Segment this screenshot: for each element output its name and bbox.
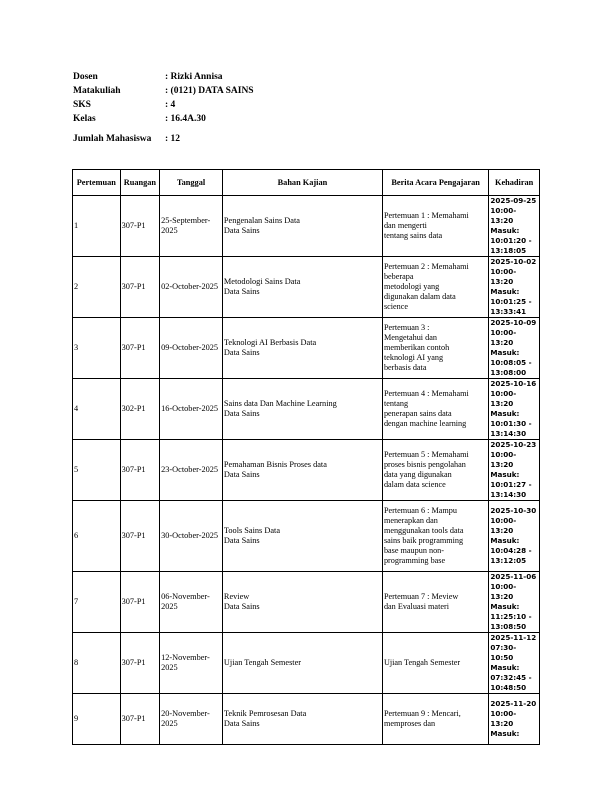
- attendance-cell-line: 07:32:45 -: [490, 673, 532, 682]
- attendance-cell-line: 2025-10-23: [490, 440, 537, 449]
- attendance-cell: [489, 318, 540, 379]
- attendance-cell-line: 10:01:30 -: [490, 419, 532, 428]
- topic-cell: [222, 257, 382, 318]
- teaching-report-cell: [382, 501, 488, 572]
- attendance-cell-line: 10:00-13:20: [490, 582, 517, 601]
- attendance-cell-line: 13:08:50: [490, 622, 527, 631]
- attendance-cell-line: 10:00-13:20: [490, 389, 517, 408]
- date-cell: 23-October-2025: [160, 440, 223, 501]
- topic-cell-line: Data Sains: [223, 409, 260, 418]
- room-cell: 307-P1: [120, 572, 160, 633]
- teaching-report-cell-line: Pertemuan 6 : Mampu: [383, 506, 457, 515]
- topic-cell: [222, 501, 382, 572]
- info-value: : Rizki Annisa: [165, 72, 223, 82]
- attendance-cell-line: Masuk:: [490, 663, 520, 672]
- attendance-cell-line: 10:00-13:20: [490, 206, 517, 225]
- attendance-cell-line: 10:04:28 -: [490, 546, 532, 555]
- info-row-students: [73, 126, 254, 152]
- topic-cell-line: Data Sains: [223, 719, 260, 728]
- info-value: : 4: [165, 100, 176, 110]
- info-label: Kelas: [73, 114, 96, 124]
- topic-cell-line: Data Sains: [223, 226, 260, 235]
- topic-cell: [222, 633, 382, 694]
- teaching-report-cell-line: Mengetahui dan: [383, 333, 437, 342]
- attendance-cell-line: 13:14:30: [490, 490, 527, 499]
- room-cell: 307-P1: [120, 257, 160, 318]
- meeting-number: 5: [73, 440, 121, 501]
- table-row: [73, 318, 540, 379]
- column-header-meeting: Pertemuan: [73, 170, 121, 196]
- topic-cell-line: Teknik Pemrosesan Data: [223, 709, 307, 718]
- room-cell: 302-P1: [120, 379, 160, 440]
- info-row-class: [73, 112, 254, 126]
- attendance-cell-line: 13:12:05: [490, 556, 527, 565]
- attendance-cell-line: 2025-11-12: [490, 633, 537, 642]
- teaching-report-cell: [382, 318, 488, 379]
- attendance-cell: [489, 379, 540, 440]
- teaching-report-cell-line: memproses dan: [383, 719, 436, 728]
- teaching-report-cell-line: metodologi yang: [383, 282, 440, 291]
- meeting-number: 6: [73, 501, 121, 572]
- teaching-report-cell-line: penerapan sains data: [383, 409, 452, 418]
- teaching-report-cell-line: dalam data science: [383, 480, 446, 489]
- meeting-number: 7: [73, 572, 121, 633]
- attendance-cell-line: 13:08:00: [490, 368, 527, 377]
- date-cell: 25-September-2025: [160, 196, 223, 257]
- room-cell: 307-P1: [120, 501, 160, 572]
- teaching-report-cell-line: Ujian Tengah Semester: [383, 658, 461, 667]
- topic-cell-line: Data Sains: [223, 602, 260, 611]
- room-cell: 307-P1: [120, 694, 160, 745]
- attendance-table: [72, 169, 540, 745]
- table-row: [73, 379, 540, 440]
- teaching-report-cell: [382, 572, 488, 633]
- topic-cell-line: Data Sains: [223, 348, 260, 357]
- topic-cell: [222, 572, 382, 633]
- info-value: : 12: [165, 134, 181, 144]
- column-header-date: Tanggal: [160, 170, 223, 196]
- attendance-cell-line: Masuk:: [490, 729, 520, 738]
- attendance-cell-line: 10:00-13:20: [490, 328, 517, 347]
- info-label: Matakuliah: [73, 86, 121, 96]
- attendance-cell-line: 2025-11-20: [490, 699, 537, 708]
- info-row-lecturer: [73, 70, 254, 84]
- attendance-cell-line: 2025-10-30: [490, 506, 537, 515]
- table-row: [73, 257, 540, 318]
- attendance-cell-line: 10:01:20 -: [490, 236, 532, 245]
- attendance-cell: [489, 694, 540, 745]
- attendance-cell-line: 10:00-13:20: [490, 709, 517, 728]
- teaching-report-cell-line: programming base: [383, 556, 446, 565]
- topic-cell: [222, 196, 382, 257]
- teaching-report-cell-line: sains baik programming: [383, 536, 464, 545]
- attendance-cell-line: 2025-10-02: [490, 257, 537, 266]
- info-value: : (0121) DATA SAINS: [165, 86, 254, 96]
- teaching-report-cell: [382, 440, 488, 501]
- teaching-report-cell-line: Pertemuan 3 :: [383, 323, 430, 332]
- room-cell: 307-P1: [120, 633, 160, 694]
- teaching-report-cell-line: tentang: [383, 399, 409, 408]
- teaching-report-cell-line: dan mengerti: [383, 221, 427, 230]
- teaching-report-cell-line: tentang sains data: [383, 231, 443, 240]
- attendance-cell-line: 10:01:27 -: [490, 480, 532, 489]
- room-cell: 307-P1: [120, 318, 160, 379]
- attendance-cell-line: 13:33:41: [490, 307, 527, 316]
- info-row-course: [73, 84, 254, 98]
- room-cell: 307-P1: [120, 440, 160, 501]
- attendance-cell-line: 10:48:50: [490, 683, 527, 692]
- topic-cell-line: Pemahaman Bisnis Proses data: [223, 460, 327, 469]
- attendance-cell-line: Masuk:: [490, 287, 520, 296]
- topic-cell-line: Teknologi AI Berbasis Data: [223, 338, 317, 347]
- topic-cell-line: Pengenalan Sains Data: [223, 216, 300, 225]
- meeting-number: 3: [73, 318, 121, 379]
- attendance-cell-line: Masuk:: [490, 536, 520, 545]
- room-cell: 307-P1: [120, 196, 160, 257]
- table-row: [73, 501, 540, 572]
- attendance-cell-line: Masuk:: [490, 348, 520, 357]
- info-label: Jumlah Mahasiswa: [73, 134, 152, 144]
- teaching-report-cell-line: Pertemuan 7 : Meview: [383, 592, 459, 601]
- table-row: [73, 196, 540, 257]
- date-cell: 09-October-2025: [160, 318, 223, 379]
- topic-cell: [222, 379, 382, 440]
- teaching-report-cell-line: Pertemuan 2 : Memahami: [383, 262, 469, 271]
- meeting-number: 4: [73, 379, 121, 440]
- date-cell: 12-November-2025: [160, 633, 223, 694]
- teaching-report-cell-line: memberikan contoh: [383, 343, 450, 352]
- topic-cell-line: Data Sains: [223, 287, 260, 296]
- meeting-number: 8: [73, 633, 121, 694]
- attendance-cell-line: 2025-11-06: [490, 572, 537, 581]
- attendance-cell-line: Masuk:: [490, 226, 520, 235]
- table-row: [73, 633, 540, 694]
- teaching-report-cell: [382, 633, 488, 694]
- teaching-report-cell-line: base maupun non-: [383, 546, 444, 555]
- attendance-cell-line: 10:08:05 -: [490, 358, 532, 367]
- attendance-cell-line: 10:01:25 -: [490, 297, 532, 306]
- topic-cell: [222, 318, 382, 379]
- info-label: Dosen: [73, 72, 98, 82]
- teaching-report-cell-line: proses bisnis pengolahan: [383, 460, 466, 469]
- attendance-cell-line: 2025-10-09: [490, 318, 537, 327]
- attendance-cell-line: 10:00-13:20: [490, 516, 517, 535]
- attendance-cell-line: 13:18:05: [490, 246, 527, 255]
- table-row: [73, 694, 540, 745]
- column-header-teaching-report: Berita Acara Pengajaran: [382, 170, 488, 196]
- teaching-report-cell-line: menerapkan dan: [383, 516, 438, 525]
- teaching-report-cell-line: digunakan dalam data: [383, 292, 456, 301]
- attendance-cell-line: 2025-10-16: [490, 379, 537, 388]
- column-header-attendance: Kehadiran: [489, 170, 540, 196]
- topic-cell: [222, 440, 382, 501]
- teaching-report-cell-line: dengan machine learning: [383, 419, 467, 428]
- topic-cell-line: Data Sains: [223, 536, 260, 545]
- teaching-report-cell-line: Pertemuan 9 : Mencari,: [383, 709, 461, 718]
- attendance-cell: [489, 633, 540, 694]
- table-body: [73, 196, 540, 745]
- attendance-cell-line: Masuk:: [490, 470, 520, 479]
- attendance-cell: [489, 196, 540, 257]
- column-header-topic: Bahan Kajian: [222, 170, 382, 196]
- info-row-credits: [73, 98, 254, 112]
- date-cell: 20-November-2025: [160, 694, 223, 745]
- attendance-cell-line: Masuk:: [490, 409, 520, 418]
- attendance-cell: [489, 572, 540, 633]
- topic-cell: [222, 694, 382, 745]
- course-info: [73, 70, 254, 152]
- info-value: : 16.4A.30: [165, 114, 206, 124]
- teaching-report-cell-line: dan Evaluasi materi: [383, 602, 449, 611]
- date-cell: 16-October-2025: [160, 379, 223, 440]
- teaching-report-cell-line: data yang digunakan: [383, 470, 452, 479]
- table-row: [73, 440, 540, 501]
- teaching-report-cell-line: Pertemuan 1 : Memahami: [383, 211, 469, 220]
- teaching-report-cell-line: beberapa: [383, 272, 414, 281]
- date-cell: 06-November-2025: [160, 572, 223, 633]
- attendance-cell-line: 10:00-13:20: [490, 450, 517, 469]
- teaching-report-cell-line: menggunakan tools data: [383, 526, 464, 535]
- attendance-cell-line: 2025-09-25: [490, 196, 537, 205]
- table-row: [73, 572, 540, 633]
- topic-cell-line: Tools Sains Data: [223, 526, 281, 535]
- attendance-cell-line: 10:00-13:20: [490, 267, 517, 286]
- teaching-report-cell: [382, 379, 488, 440]
- attendance-cell-line: 07:30-10:50: [490, 643, 517, 662]
- topic-cell-line: Review: [223, 592, 250, 601]
- info-label: SKS: [73, 100, 91, 110]
- table-header-row: [73, 170, 540, 196]
- teaching-report-cell-line: Pertemuan 5 : Memahami: [383, 450, 469, 459]
- teaching-report-cell-line: Pertemuan 4 : Memahami: [383, 389, 469, 398]
- teaching-report-cell: [382, 694, 488, 745]
- meeting-number: 2: [73, 257, 121, 318]
- topic-cell-line: Data Sains: [223, 470, 260, 479]
- attendance-cell: [489, 440, 540, 501]
- attendance-cell-line: Masuk:: [490, 602, 520, 611]
- column-header-room: Ruangan: [120, 170, 160, 196]
- date-cell: 30-October-2025: [160, 501, 223, 572]
- teaching-report-cell-line: berbasis data: [383, 363, 427, 372]
- topic-cell-line: Sains data Dan Machine Learning: [223, 399, 337, 408]
- topic-cell-line: Ujian Tengah Semester: [223, 658, 302, 667]
- teaching-report-cell: [382, 257, 488, 318]
- attendance-cell-line: 13:14:30: [490, 429, 527, 438]
- teaching-report-cell: [382, 196, 488, 257]
- date-cell: 02-October-2025: [160, 257, 223, 318]
- attendance-cell-line: 11:25:10 -: [490, 612, 532, 621]
- attendance-cell: [489, 501, 540, 572]
- topic-cell-line: Metodologi Sains Data: [223, 277, 301, 286]
- teaching-report-cell-line: science: [383, 302, 409, 311]
- attendance-cell: [489, 257, 540, 318]
- teaching-report-cell-line: teknologi AI yang: [383, 353, 444, 362]
- meeting-number: 1: [73, 196, 121, 257]
- meeting-number: 9: [73, 694, 121, 745]
